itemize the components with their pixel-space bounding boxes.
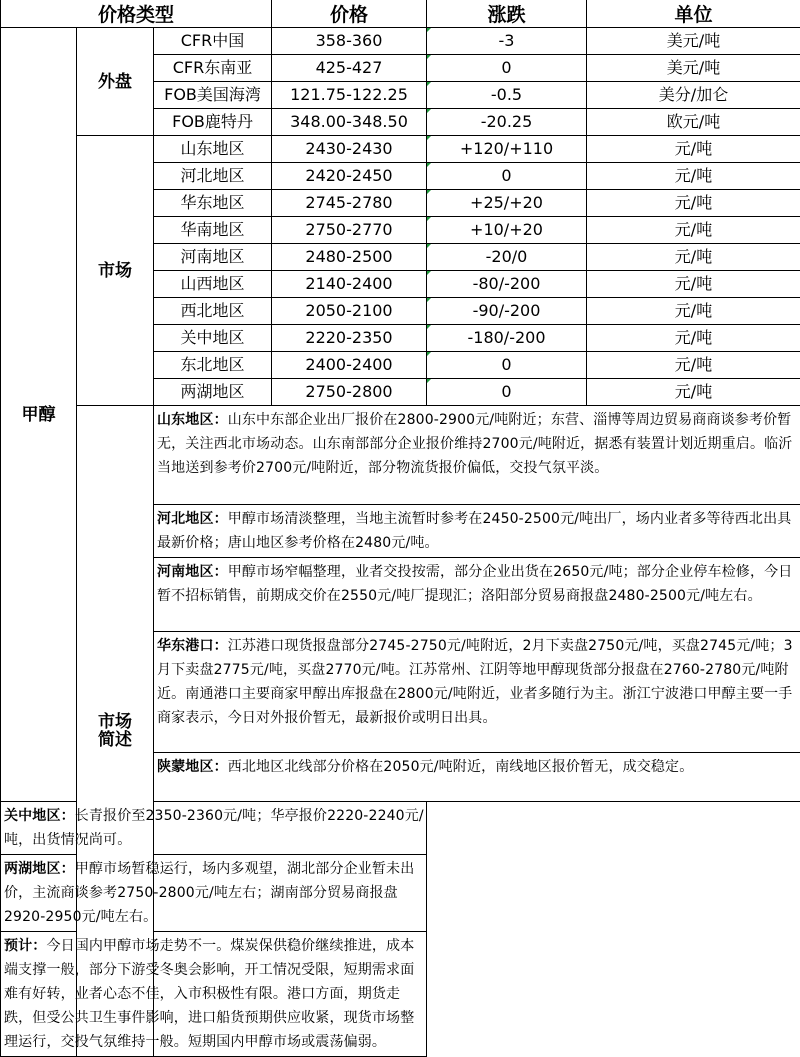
row-change: +25/+20 — [427, 190, 587, 217]
row-name: CFR东南亚 — [154, 55, 272, 82]
row-change: -20/0 — [427, 244, 587, 271]
header-change: 涨跌 — [427, 0, 587, 28]
table-row — [1, 136, 800, 163]
row-unit: 元/吨 — [587, 271, 800, 298]
row-name: 山西地区 — [154, 271, 272, 298]
summary-text: 河北地区：甲醇市场清淡整理，当地主流暂时参考在2450-2500元/吨出厂，场内业者多等待西北出具最新价格；唐山地区参考价格在2480元/吨。 — [154, 505, 800, 558]
row-change: -0.5 — [427, 82, 587, 109]
summary-row — [1, 406, 800, 505]
row-price: 2400-2400 — [272, 352, 427, 379]
summary-region-label: 河南地区： — [157, 564, 228, 580]
row-change: +120/+110 — [427, 136, 587, 163]
row-name: 山东地区 — [154, 136, 272, 163]
row-unit: 元/吨 — [587, 163, 800, 190]
row-name: FOB鹿特丹 — [154, 109, 272, 136]
table-row — [1, 28, 800, 55]
summary-text: 河南地区：甲醇市场窄幅整理，业者交投按需，部分企业出货在2650元/吨；部分企业停车检修，今日暂不招标销售，前期成交价在2550元/吨厂提现汇；洛阳部分贸易商报盘2480-2500元/吨左右。 — [154, 558, 800, 632]
summary-text: 关中地区：长青报价至2350-2360元/吨；华亭报价2220-2240元/吨，出货情况尚可。 — [1, 802, 427, 855]
row-unit: 美元/吨 — [587, 55, 800, 82]
row-price: 2050-2100 — [272, 298, 427, 325]
summary-region-label: 河北地区： — [157, 511, 228, 527]
header-type: 价格类型 — [1, 0, 272, 28]
header-row — [1, 0, 800, 28]
row-name: 关中地区 — [154, 325, 272, 352]
summary-region-label: 两湖地区： — [4, 861, 75, 877]
summary-region-label: 关中地区： — [4, 808, 75, 824]
row-price: 2750-2770 — [272, 217, 427, 244]
row-price: 358-360 — [272, 28, 427, 55]
row-change: -90/-200 — [427, 298, 587, 325]
summary-row — [1, 802, 800, 855]
row-price: 348.00-348.50 — [272, 109, 427, 136]
summary-text: 山东地区：山东中东部企业出厂报价在2800-2900元/吨附近；东营、淄博等周边贸易商商谈参考价暂无，关注西北市场动态。山东南部部分企业报价维持2700元/吨附近，据悉有装置计划近期重启。临沂当地送到参考价2700元/吨附近，部分物流货报价偏低，交投气氛平淡。 — [154, 406, 800, 505]
summary-region-label: 陕蒙地区： — [157, 759, 228, 775]
row-unit: 美元/吨 — [587, 28, 800, 55]
summary-region-label: 山东地区： — [157, 412, 228, 428]
row-change: -3 — [427, 28, 587, 55]
summary-region-label: 预计： — [4, 938, 46, 954]
row-unit: 元/吨 — [587, 190, 800, 217]
row-name: FOB美国海湾 — [154, 82, 272, 109]
row-change: 0 — [427, 55, 587, 82]
group-label-market: 市场 — [77, 136, 154, 406]
row-name: 华南地区 — [154, 217, 272, 244]
row-unit: 元/吨 — [587, 298, 800, 325]
row-change: -180/-200 — [427, 325, 587, 352]
group-label-summary: 市场简述 — [77, 406, 154, 1057]
header-unit: 单位 — [587, 0, 800, 28]
row-price: 2480-2500 — [272, 244, 427, 271]
row-unit: 元/吨 — [587, 136, 800, 163]
row-price: 2750-2800 — [272, 379, 427, 406]
row-unit: 元/吨 — [587, 352, 800, 379]
row-change: 0 — [427, 352, 587, 379]
row-unit: 欧元/吨 — [587, 109, 800, 136]
summary-row — [1, 932, 800, 1057]
row-name: 河南地区 — [154, 244, 272, 271]
row-name: 华东地区 — [154, 190, 272, 217]
row-price: 2745-2780 — [272, 190, 427, 217]
row-name: 西北地区 — [154, 298, 272, 325]
row-price: 2430-2430 — [272, 136, 427, 163]
row-price: 2420-2450 — [272, 163, 427, 190]
row-price: 121.75-122.25 — [272, 82, 427, 109]
row-change: -20.25 — [427, 109, 587, 136]
group-label-foreign: 外盘 — [77, 28, 154, 136]
row-price: 425-427 — [272, 55, 427, 82]
row-name: 东北地区 — [154, 352, 272, 379]
row-name: 两湖地区 — [154, 379, 272, 406]
row-price: 2220-2350 — [272, 325, 427, 352]
row-name: CFR中国 — [154, 28, 272, 55]
header-price: 价格 — [272, 0, 427, 28]
row-unit: 元/吨 — [587, 244, 800, 271]
row-unit: 美分/加仑 — [587, 82, 800, 109]
summary-text: 预计：今日国内甲醇市场走势不一。煤炭保供稳价继续推进，成本端支撑一般，部分下游受冬奥会影响，开工情况受限，短期需求面难有好转，业者心态不佳，入市积极性有限。港口方面，期货走跌，但受公共卫生事件影响，进口船货预期供应收紧，现货市场整理运行，交投气氛维持一般。短期国内甲醇市场或震荡偏弱。 — [1, 932, 427, 1057]
row-unit: 元/吨 — [587, 379, 800, 406]
product-label: 甲醇 — [1, 28, 77, 802]
summary-row — [1, 855, 800, 932]
row-price: 2140-2400 — [272, 271, 427, 298]
summary-text: 两湖地区：甲醇市场暂稳运行，场内多观望，湖北部分企业暂未出价，主流商谈参考2750-2800元/吨左右；湖南部分贸易商报盘2920-2950元/吨左右。 — [1, 855, 427, 932]
row-change: -80/-200 — [427, 271, 587, 298]
row-change: 0 — [427, 163, 587, 190]
row-unit: 元/吨 — [587, 325, 800, 352]
row-change: +10/+20 — [427, 217, 587, 244]
summary-region-label: 华东港口： — [157, 638, 228, 654]
summary-text: 华东港口：江苏港口现货报盘部分2745-2750元/吨附近，2月下卖盘2750元/吨，买盘2745元/吨；3月下卖盘2775元/吨，买盘2770元/吨。江苏常州、江阴等地甲醇现货部分报盘在2760-2780元/吨附近。南通港口主要商家甲醇出库报盘在2800元/吨附近，业者多随行为主。浙江宁波港口甲醇主要一手商家表示，今日对外报价暂无，最新报价或明日出具。 — [154, 632, 800, 753]
row-name: 河北地区 — [154, 163, 272, 190]
summary-text: 陕蒙地区：西北地区北线部分价格在2050元/吨附近，南线地区报价暂无，成交稳定。 — [154, 753, 800, 802]
row-change: 0 — [427, 379, 587, 406]
row-unit: 元/吨 — [587, 217, 800, 244]
